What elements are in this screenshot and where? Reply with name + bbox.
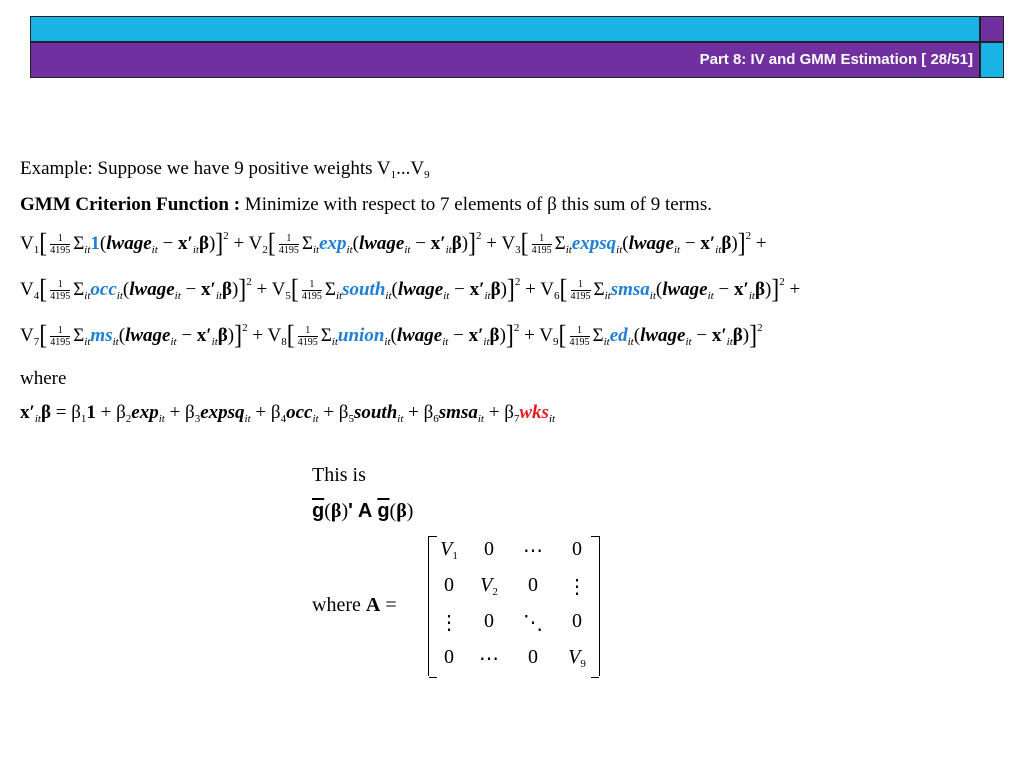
minus-sign: −	[157, 233, 178, 254]
criterion-term	[247, 320, 520, 351]
sum-symbol: Σ	[73, 325, 85, 346]
intro-line: Example: Suppose we have 9 positive weights $V_1...V_9$	[20, 158, 430, 181]
fraction-denominator: 4195	[278, 245, 299, 257]
close-bracket: ]	[737, 228, 746, 259]
weight-v: V	[20, 279, 34, 300]
beta-symbol: β	[732, 325, 743, 346]
header-title-bar	[30, 42, 980, 78]
matrix-entry-index: 2	[492, 586, 498, 598]
sum-symbol: Σ	[73, 279, 85, 300]
index-it: it	[565, 244, 572, 256]
criterion-term	[519, 320, 763, 351]
weight-index: 5	[285, 290, 291, 302]
fraction-numerator: 1	[50, 279, 70, 291]
sum-symbol: Σ	[554, 233, 566, 254]
paren: )	[500, 279, 507, 300]
close-bracket: ]	[238, 274, 247, 305]
index-it: it	[34, 413, 41, 425]
x-prime: x′	[430, 233, 446, 254]
index-it: it	[151, 244, 158, 256]
paren: )	[731, 233, 738, 254]
weight-index: 3	[515, 244, 521, 256]
index-it: it	[192, 244, 199, 256]
matrix-entry: 0	[572, 538, 582, 560]
matrix-entry-index: 1	[452, 550, 458, 562]
beta-coefficient: β	[270, 402, 281, 423]
sum-symbol: Σ	[320, 325, 332, 346]
beta-symbol: β	[217, 325, 228, 346]
open-bracket: [	[267, 228, 276, 259]
plus-sign: +	[520, 279, 541, 300]
index-it: it	[604, 290, 611, 302]
minus-sign: −	[176, 325, 197, 346]
index-it: it	[174, 290, 181, 302]
weight-v: V	[540, 279, 555, 300]
open-bracket: [	[558, 320, 567, 351]
matrix-entry: 0	[528, 574, 538, 596]
sum-symbol: Σ	[593, 279, 605, 300]
index-it: it	[443, 290, 450, 302]
lwage-variable: lwage	[106, 233, 152, 254]
paren: )	[499, 325, 506, 346]
criterion-term	[228, 228, 482, 259]
coefficient-index: 7	[513, 413, 520, 425]
weight-v: V	[267, 325, 282, 346]
close-bracket: ]	[749, 320, 758, 351]
fraction-numerator: 1	[571, 279, 591, 291]
paren: )	[227, 325, 235, 346]
matrix-cell	[469, 610, 509, 633]
open-bracket: [	[559, 274, 568, 305]
lwage-variable: lwage	[640, 325, 686, 346]
square-exponent: 2	[513, 322, 520, 334]
index-it: it	[649, 290, 656, 302]
weight-v: V	[20, 325, 34, 346]
instrument-variable: south	[342, 279, 386, 300]
paren: )	[742, 325, 750, 346]
header-accent-square	[980, 16, 1004, 42]
matrix-entry: 0	[528, 646, 538, 668]
where-A-label: where A =	[312, 594, 397, 616]
where-label: where	[20, 368, 67, 389]
criterion-term	[20, 320, 248, 351]
sum-symbol: Σ	[324, 279, 336, 300]
plus-sign: +	[483, 402, 505, 423]
fraction	[298, 325, 318, 348]
beta-coefficient: β	[504, 402, 514, 423]
open-bracket: [	[520, 228, 529, 259]
index-it: it	[335, 290, 343, 302]
beta-symbol: β	[489, 325, 500, 346]
lwage-variable: lwage	[396, 325, 443, 346]
fraction-denominator: 4195	[301, 291, 322, 303]
matrix-cell	[429, 610, 469, 635]
index-it: it	[627, 336, 634, 348]
matrix-cell	[557, 574, 597, 599]
beta-symbol: β	[40, 402, 51, 423]
square-exponent: 2	[246, 276, 252, 288]
fraction-denominator: 4195	[50, 291, 71, 303]
lwage-variable: lwage	[662, 279, 708, 300]
matrix-entry: 0	[484, 610, 494, 632]
regressor-variable: exp	[131, 402, 159, 423]
minus-sign: −	[680, 233, 701, 254]
fraction-numerator: 1	[532, 233, 552, 245]
x-prime: x′	[200, 279, 216, 300]
terms-row-1	[20, 230, 767, 258]
sum-symbol: Σ	[592, 325, 604, 346]
regressor-variable: occ	[286, 402, 313, 423]
index-it: it	[84, 244, 91, 256]
intro-text: Example: Suppose we have 9 positive weights V	[20, 158, 391, 179]
coefficient-index: 1	[80, 413, 87, 425]
matrix-entry: 0	[572, 610, 582, 632]
criterion-term	[251, 274, 521, 305]
x-prime: x′	[700, 233, 716, 254]
open-bracket: [	[286, 320, 295, 351]
paren: (	[633, 325, 641, 346]
weight-index: 1	[33, 244, 40, 256]
minus-sign: −	[713, 279, 734, 300]
criterion-term	[20, 274, 252, 305]
paren: )	[461, 233, 469, 254]
fraction-numerator: 1	[279, 233, 299, 245]
fraction-numerator: 1	[302, 279, 322, 291]
fraction	[532, 233, 552, 256]
instrument-variable: occ	[90, 279, 117, 300]
square-exponent: 2	[476, 230, 482, 242]
beta-symbol: β	[754, 279, 765, 300]
paren: (	[118, 325, 126, 346]
sum-symbol: Σ	[301, 233, 313, 254]
close-bracket: ]	[215, 228, 224, 259]
square-exponent: 2	[779, 276, 785, 288]
paren: (	[391, 279, 398, 300]
beta-symbol: β	[221, 279, 232, 300]
close-bracket: ]	[468, 228, 477, 259]
close-bracket: ]	[234, 320, 243, 351]
coefficient-index: 6	[433, 413, 439, 425]
lwage-variable: lwage	[129, 279, 175, 300]
square-exponent: 2	[757, 322, 763, 334]
beta-symbol: β	[490, 279, 501, 300]
close-bracket: ]	[505, 320, 514, 351]
paren: )	[208, 233, 216, 254]
beta-symbol: β	[451, 233, 462, 254]
minus-sign: −	[449, 279, 470, 300]
lwage-variable: lwage	[358, 233, 405, 254]
regressor-variable: expsq	[200, 402, 245, 423]
header-top-bar	[30, 16, 980, 42]
index-it: it	[477, 413, 484, 425]
beta-coefficient: β	[423, 402, 434, 423]
index-it: it	[244, 413, 251, 425]
matrix-entry: 0	[444, 574, 454, 596]
matrix-cell	[557, 646, 597, 670]
criterion-term	[481, 228, 752, 259]
coefficient-index: 5	[348, 413, 354, 425]
plus-sign: +	[481, 233, 502, 254]
matrix-entry: 0	[484, 538, 494, 560]
weight-v: V	[539, 325, 553, 346]
beta-coefficient: β	[338, 402, 349, 423]
plus-sign: +	[228, 233, 249, 254]
fraction	[279, 233, 299, 256]
index-it: it	[715, 244, 722, 256]
terms-row-2	[20, 276, 800, 304]
x-prime: x′	[469, 279, 485, 300]
lwage-variable: lwage	[125, 325, 171, 346]
index-it: it	[312, 413, 319, 425]
fraction	[571, 279, 591, 302]
index-it: it	[112, 336, 119, 348]
minus-sign: −	[448, 325, 469, 346]
matrix-entry: ⋯	[523, 540, 543, 562]
matrix-cell	[469, 574, 509, 598]
fraction-denominator: 4195	[50, 337, 71, 349]
fraction-numerator: 1	[50, 233, 70, 245]
index-it: it	[84, 290, 91, 302]
paren: )	[231, 279, 239, 300]
weight-index: 2	[262, 244, 268, 256]
minus-sign: −	[180, 279, 201, 300]
index-it: it	[445, 244, 452, 256]
fraction-denominator: 4195	[531, 245, 552, 257]
lwage-variable: lwage	[397, 279, 444, 300]
weight-index: 6	[554, 290, 560, 302]
index-it: it	[748, 290, 755, 302]
matrix-cell	[513, 574, 553, 597]
instrument-variable: ed	[609, 325, 628, 346]
coefficient-index: 3	[194, 413, 201, 425]
matrix-cell	[429, 538, 469, 562]
matrix-entry: ⋯	[479, 648, 499, 670]
close-bracket: ]	[506, 274, 515, 305]
index-it: it	[211, 336, 218, 348]
x-prime: x′	[468, 325, 484, 346]
square-exponent: 2	[514, 276, 521, 288]
index-it: it	[215, 290, 222, 302]
criterion-term	[520, 274, 785, 305]
plus-sign: +	[751, 233, 767, 254]
instrument-variable: 1	[90, 233, 100, 254]
paren: )	[764, 279, 772, 300]
minus-sign: −	[691, 325, 712, 346]
open-bracket: [	[39, 274, 48, 305]
plus-sign: +	[250, 402, 271, 423]
matrix-entry: ⋮	[439, 612, 459, 634]
quadratic-form: $\overline{g}(\beta)'$ A $\overline{g}(\beta)$	[312, 500, 414, 522]
matrix-cell	[513, 610, 553, 635]
matrix-cell	[557, 538, 597, 561]
open-bracket: [	[39, 320, 48, 351]
index-it: it	[442, 336, 449, 348]
index-it: it	[116, 290, 123, 302]
weight-v: V	[20, 233, 34, 254]
header-accent-square-2	[980, 42, 1004, 78]
paren: (	[390, 325, 397, 346]
square-exponent: 2	[242, 322, 248, 334]
fraction	[50, 325, 70, 348]
index-it: it	[674, 244, 681, 256]
index-it: it	[707, 290, 714, 302]
index-it: it	[404, 244, 411, 256]
close-bracket: ]	[771, 274, 780, 305]
square-exponent: 2	[745, 230, 752, 242]
criterion-line	[20, 194, 712, 216]
lwage-variable: lwage	[628, 233, 674, 254]
index-it: it	[346, 244, 353, 256]
fraction-denominator: 4195	[569, 337, 590, 349]
matrix-entry: V	[568, 646, 581, 668]
beta-coefficient: β	[116, 402, 126, 423]
weight-matrix	[428, 536, 600, 676]
x-prime: x′	[711, 325, 727, 346]
index-it: it	[170, 336, 177, 348]
fraction-denominator: 4195	[297, 337, 318, 349]
matrix-cell	[513, 538, 553, 563]
weight-v: V	[248, 233, 263, 254]
open-bracket: [	[39, 228, 48, 259]
coefficient-index: 2	[125, 413, 132, 425]
paren: (	[122, 279, 130, 300]
fraction	[570, 325, 590, 348]
regressor-variable: smsa	[438, 402, 478, 423]
index-it: it	[726, 336, 733, 348]
index-it: it	[685, 336, 692, 348]
fraction-numerator: 1	[570, 325, 590, 337]
terms-row-3	[20, 322, 763, 350]
open-bracket: [	[290, 274, 299, 305]
sum-symbol: Σ	[73, 233, 85, 254]
plus-sign: +	[784, 279, 801, 300]
index-it: it	[385, 290, 392, 302]
index-it: it	[397, 413, 404, 425]
xbeta-equation	[20, 402, 555, 425]
this-is-label: This is	[312, 464, 366, 486]
x-prime: x′	[196, 325, 212, 346]
regressor-variable: south	[353, 402, 398, 423]
paren: (	[352, 233, 359, 254]
matrix-entry: ⋮	[567, 576, 587, 598]
matrix-entry: V	[440, 538, 453, 560]
coefficient-index: 4	[280, 413, 287, 425]
weight-v: V	[501, 233, 516, 254]
x-prime: x′	[733, 279, 749, 300]
index-it: it	[483, 336, 490, 348]
beta-symbol: β	[198, 233, 209, 254]
beta-coefficient: β	[185, 402, 195, 423]
plus-sign: +	[403, 402, 424, 423]
weight-index: 7	[33, 336, 40, 348]
plus-sign: +	[164, 402, 186, 423]
x-prime: x′	[20, 402, 35, 423]
regressor-variable: wks	[519, 402, 549, 423]
weight-index: 8	[281, 336, 287, 348]
instrument-variable: smsa	[610, 279, 650, 300]
paren: (	[99, 233, 107, 254]
fraction	[302, 279, 322, 302]
matrix-cell	[429, 574, 469, 597]
matrix-cell	[513, 646, 553, 669]
index-it: it	[312, 244, 320, 256]
instrument-variable: ms	[90, 325, 113, 346]
index-it: it	[484, 290, 491, 302]
fraction-denominator: 4195	[570, 291, 591, 303]
plus-sign: +	[519, 325, 540, 346]
index-it: it	[384, 336, 391, 348]
fraction-numerator: 1	[50, 325, 70, 337]
equals-sign: =	[50, 402, 72, 423]
slide-title: Part 8: IV and GMM Estimation [ 28/51]	[699, 51, 973, 68]
fraction-numerator: 1	[298, 325, 318, 337]
plus-sign: +	[95, 402, 117, 423]
criterion-term	[20, 228, 229, 259]
matrix-entry-index: 9	[580, 658, 586, 670]
index-it: it	[548, 413, 556, 425]
index-it: it	[603, 336, 610, 348]
index-it: it	[616, 244, 623, 256]
fraction	[50, 279, 70, 302]
paren: (	[655, 279, 663, 300]
index-it: it	[84, 336, 91, 348]
plus-sign: +	[247, 325, 268, 346]
matrix-cell	[429, 646, 469, 669]
paren: (	[622, 233, 629, 254]
instrument-variable: exp	[319, 233, 347, 254]
plus-sign: +	[251, 279, 272, 300]
fraction-denominator: 4195	[50, 245, 71, 257]
plus-sign: +	[318, 402, 339, 423]
beta-symbol: β	[721, 233, 732, 254]
matrix-entry: 0	[444, 646, 454, 668]
weight-v: V	[271, 279, 286, 300]
regressor-variable: 1	[86, 402, 96, 423]
fraction	[50, 233, 70, 256]
instrument-variable: union	[337, 325, 385, 346]
matrix-cell	[557, 610, 597, 633]
matrix-cell	[469, 538, 509, 561]
minus-sign: −	[410, 233, 431, 254]
x-prime: x′	[177, 233, 193, 254]
weight-index: 9	[553, 336, 559, 348]
beta-coefficient: β	[71, 402, 81, 423]
square-exponent: 2	[223, 230, 229, 242]
matrix-entry: ⋱	[523, 612, 543, 634]
matrix-cell	[469, 646, 509, 671]
index-it: it	[331, 336, 338, 348]
weight-index: 4	[33, 290, 40, 302]
instrument-variable: expsq	[571, 233, 617, 254]
criterion-text: Minimize with respect to 7 elements of β this sum of 9 terms.	[244, 194, 712, 215]
matrix-entry: V	[480, 574, 493, 596]
index-it: it	[158, 413, 165, 425]
criterion-label: GMM Criterion Function :	[20, 194, 241, 215]
